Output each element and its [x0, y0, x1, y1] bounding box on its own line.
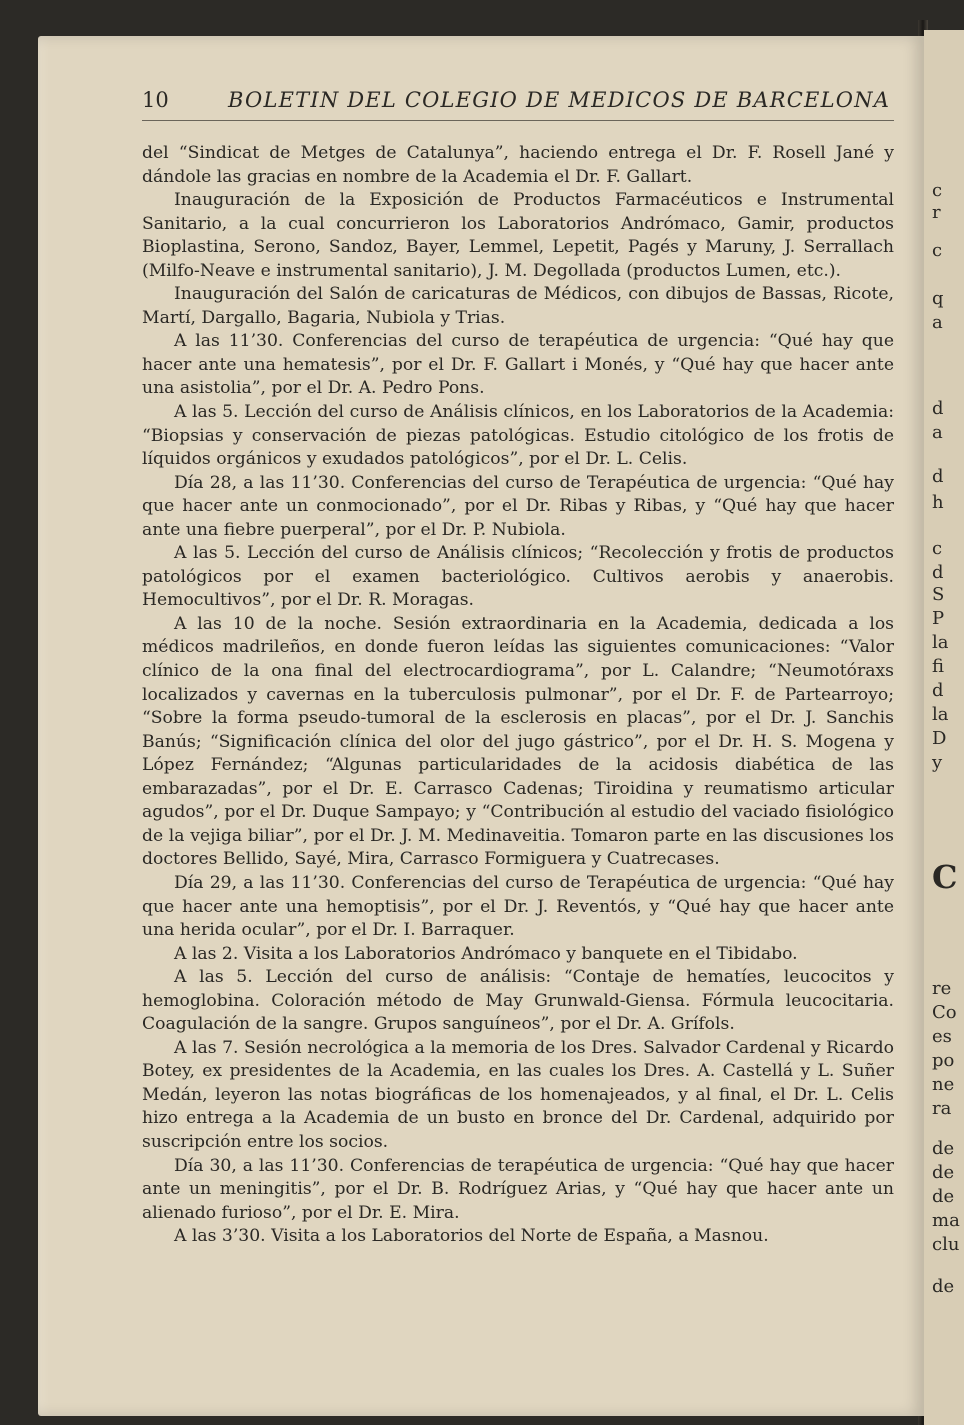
facing-page-fragment: a — [932, 312, 943, 333]
paragraph: del “Sindicat de Metges de Catalunya”, haciendo entrega el Dr. F. Rosell Jané y dándole las gracias en nombre de la Academia el Dr. F. Gallart. — [142, 143, 894, 187]
facing-page-fragment: de — [932, 1138, 955, 1159]
paragraph: Inauguración del Salón de caricaturas de Médicos, con dibujos de Bassas, Ricote, Martí, Dargallo, Bagaria, Nubiola y Trias. — [142, 284, 894, 328]
facing-page-fragment: P — [932, 608, 945, 629]
facing-page-fragment: re — [932, 978, 952, 999]
paragraph: A las 5. Lección del curso de Análisis clínicos, en los Laboratorios de la Academia: “Biopsias y conservación de piezas patológicas. Estudio citológico de los frotis de líquidos orgánicos y exudados patológicos”, por el Dr. L. Celis. — [142, 402, 894, 470]
facing-page-fragment: de — [932, 1186, 955, 1207]
paragraph: A las 5. Lección del curso de Análisis clínicos; “Recolección y frotis de productos patológicos por el examen bacteriológico. Cultivos aerobis y anaerobis. Hemocultivos”, por el Dr. R. Moragas. — [142, 543, 894, 611]
paragraph: Inauguración de la Exposición de Productos Farmacéuticos e Instrumental Sanitario, a la cual concurrieron los Laboratorios Andrómaco, Gamir, productos Bioplastina, Serono, Sandoz, Bayer, Lemmel, Lepetit, Pagés y Maruny, J. Serrallach (Milfo-Neave e instrumental sanitario), J. M. Degollada (productos Lumen, etc.). — [142, 190, 894, 281]
facing-page-fragment: y — [932, 752, 943, 773]
facing-page-fragment: a — [932, 422, 943, 443]
paragraph: A las 2. Visita a los Laboratorios Andrómaco y banquete en el Tibidabo. — [174, 943, 798, 964]
paragraph: Día 30, a las 11’30. Conferencias de terapéutica de urgencia: “Qué hay que hacer ante un meningitis”, por el Dr. B. Rodríguez Arias, y “Qué hay que hacer ante un alienado furioso”, por el Dr. E. Mira. — [142, 1155, 894, 1223]
facing-page-fragment: q — [932, 288, 944, 309]
facing-page-fragment: la — [932, 632, 949, 653]
facing-page-fragment: D — [932, 728, 947, 749]
facing-page-fragment: ne — [932, 1074, 955, 1095]
facing-page-fragment: d — [932, 562, 944, 583]
paragraph: A las 7. Sesión necrológica a la memoria de los Dres. Salvador Cardenal y Ricardo Botey, ex presidentes de la Academia, en las cuales los Dres. A. Castellá y L. Suñer Medán, leyeron las notas biográficas de los homenajeados, y al final, el Dr. L. Celis hizo entrega a la Academia de un busto en bronce del Dr. Cardenal, adquirido por suscripción entre los socios. — [142, 1037, 894, 1152]
facing-page-fragment: r — [932, 202, 941, 223]
facing-page-fragment: de — [932, 1162, 955, 1183]
paragraph: Día 29, a las 11’30. Conferencias del curso de Terapéutica de urgencia: “Qué hay que hacer ante una hemoptisis”, por el Dr. J. Reventós, y “Qué hay que hacer ante una herida ocular”, por el Dr. I. Barraquer. — [142, 872, 894, 941]
facing-page-fragment: c — [932, 240, 943, 261]
article-body — [142, 142, 894, 1249]
page-header — [142, 86, 894, 121]
facing-page-fragment: po — [932, 1050, 955, 1071]
page-number: 10 — [142, 88, 169, 112]
paragraph: Día 28, a las 11’30. Conferencias del curso de Terapéutica de urgencia: “Qué hay que hacer ante un conmocionado”, por el Dr. Ribas y Ribas, y “Qué hay que hacer ante una fiebre puerperal”, por el Dr. P. Nubiola. — [142, 472, 894, 540]
running-title: BOLETIN DEL COLEGIO DE MEDICOS DE BARCELONA — [228, 88, 891, 112]
facing-page-edge — [924, 30, 964, 1425]
facing-page-fragment: d — [932, 398, 944, 419]
paragraph: A las 11’30. Conferencias del curso de terapéutica de urgencia: “Qué hay que hacer ante una hematesis”, por el Dr. F. Gallart i Monés, y “Qué hay que hacer ante una asistolia”, por el Dr. A. Pedro Pons. — [142, 331, 894, 399]
facing-page-fragment: clu — [932, 1234, 960, 1255]
facing-page-fragment: C — [932, 858, 958, 896]
facing-page-fragment: S — [932, 584, 945, 605]
facing-page-fragment: fi — [932, 656, 945, 677]
facing-page-fragment: Co — [932, 1002, 957, 1023]
paragraph: A las 3’30. Visita a los Laboratorios del Norte de España, a Masnou. — [174, 1226, 769, 1247]
facing-page-fragment: h — [932, 492, 944, 513]
facing-page-fragment: ma — [932, 1210, 960, 1231]
paragraph: A las 10 de la noche. Sesión extraordinaria en la Academia, dedicada a los médicos madrileños, en donde fueron leídas las siguientes comunicaciones: “Valor clínico de la ona final del electrocardiograma”, por L. Calandre; “Neumotóraxs localizados y cavernas en la tuberculosis pulmonar”, por el Dr. F. de Partearroyo; “Sobre la forma pseudo-tumoral de la esclerosis en placas”, por el Dr. J. Sanchis Banús; “Significación clínica del olor del jugo gástrico”, por el Dr. H. S. Mogena y López Fernández; “Algunas particularidades de la acidosis diabética de las embarazadas”, por el Dr. E. Carrasco Cadenas; Tiroidina y reumatismo articular agudos”, por el Dr. Duque Sampayo; y “Contribución al estudio del vaciado fisiológico de la vejiga biliar”, por el Dr. J. M. Medinaveitia. Tomaron parte en las discusiones los doctores Bellido, Sayé, Mira, Carrasco Formiguera y Cuatrecases. — [142, 613, 894, 870]
facing-page-fragment: de — [932, 1276, 955, 1297]
facing-page-fragment: c — [932, 180, 943, 201]
facing-page-fragment: d — [932, 680, 944, 701]
facing-page-fragment: ra — [932, 1098, 952, 1119]
facing-page-fragment: c — [932, 538, 943, 559]
facing-page-fragment: es — [932, 1026, 952, 1047]
facing-page-fragment: la — [932, 704, 949, 725]
facing-page-fragment: d — [932, 466, 944, 487]
paragraph: A las 5. Lección del curso de análisis: “Contaje de hematíes, leucocitos y hemoglobina. Coloración método de May Grunwald-Giensa. Fórmula leucocitaria. Coagulación de la sangre. Grupos sanguíneos”, por el Dr. A. Grífols. — [142, 967, 894, 1035]
